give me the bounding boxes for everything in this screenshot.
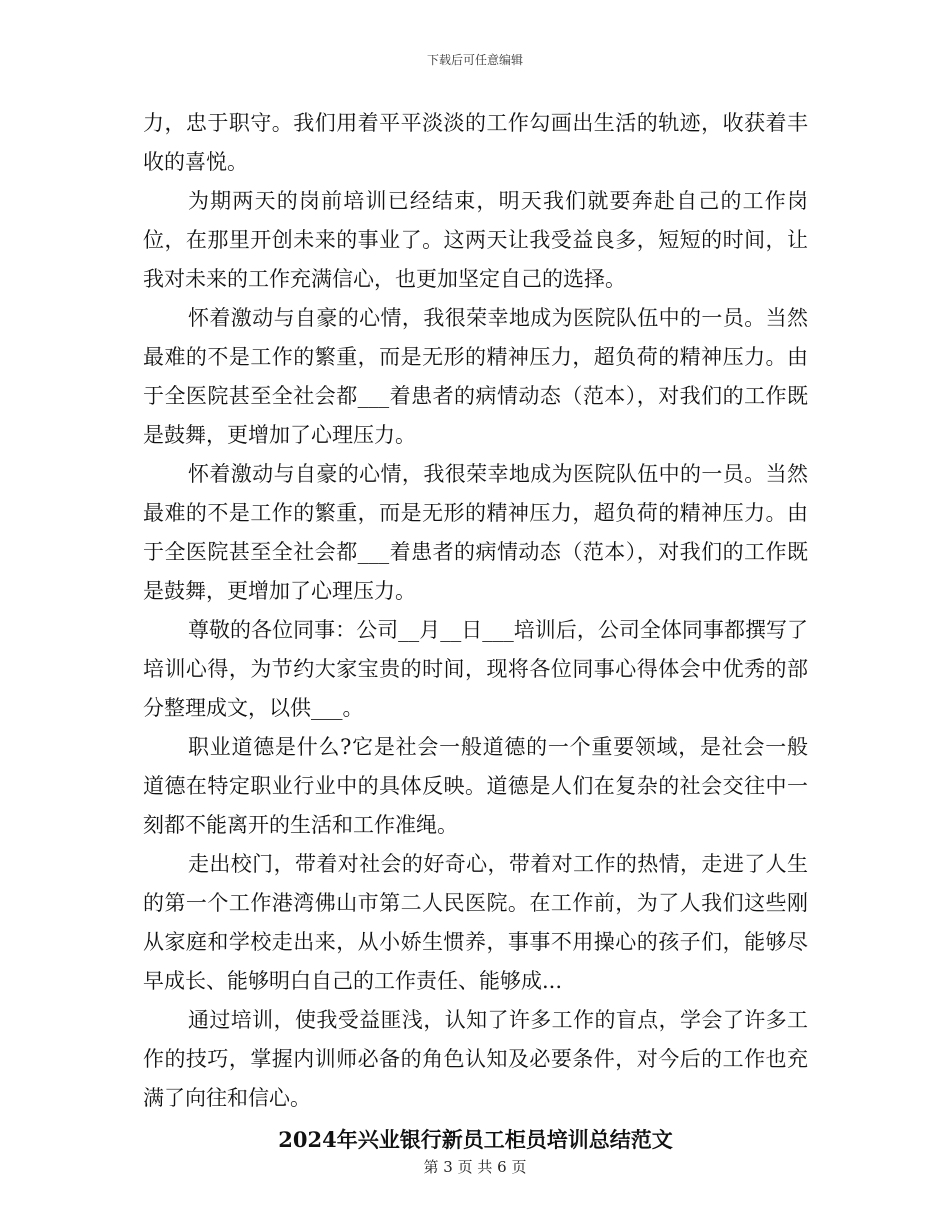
paragraph: 通过培训，使我受益匪浅，认知了许多工作的盲点，学会了许多工作的技巧，掌握内训师必备的角色认知及必要条件，对今后的工作也充满了向往和信心。: [143, 1008, 808, 1110]
section-title: 2024年兴业银行新员工柜员培训总结范文: [278, 1127, 673, 1152]
paragraph: 走出校门，带着对社会的好奇心，带着对工作的热情，走进了人生的第一个工作港湾佛山市第二人民医院。在工作前，为了人我们这些刚从家庭和学校走出来，从小娇生惯养，事事不用操心的孩子们，能够尽早成长、能够明白自己的工作责任、能够成...: [143, 852, 808, 993]
paragraph: 怀着激动与自豪的心情，我很荣幸地成为医院队伍中的一员。当然最难的不是工作的繁重，而是无形的精神压力，超负荷的精神压力。由于全医院甚至全社会都___着患者的病情动态（范本），对我们的工作既是鼓舞，更增加了心理压力。: [143, 306, 808, 447]
paragraph: 尊敬的各位同事：公司__月__日___培训后，公司全体同事都撰写了培训心得，为节约大家宝贵的时间，现将各位同事心得体会中优秀的部分整理成文，以供___。: [143, 618, 808, 720]
paragraph: 怀着激动与自豪的心情，我很荣幸地成为医院队伍中的一员。当然最难的不是工作的繁重，而是无形的精神压力，超负荷的精神压力。由于全医院甚至全社会都___着患者的病情动态（范本），对我们的工作既是鼓舞，更增加了心理压力。: [143, 462, 808, 603]
page-number: 第 3 页 共 6 页: [423, 1158, 527, 1176]
paragraph: 职业道德是什么?它是社会一般道德的一个重要领域，是社会一般道德在特定职业行业中的具体反映。道德是人们在复杂的社会交往中一刻都不能离开的生活和工作准绳。: [143, 735, 808, 837]
document-body: [143, 104, 808, 1159]
paragraph-continuation: 力，忠于职守。我们用着平平淡淡的工作勾画出生活的轨迹，收获着丰收的喜悦。: [143, 111, 808, 174]
paragraph: 为期两天的岗前培训已经结束，明天我们就要奔赴自己的工作岗位，在那里开创未来的事业了。这两天让我受益良多，短短的时间，让我对未来的工作充满信心，也更加坚定自己的选择。: [143, 189, 808, 291]
page-header: 下载后可任意编辑: [426, 53, 523, 67]
